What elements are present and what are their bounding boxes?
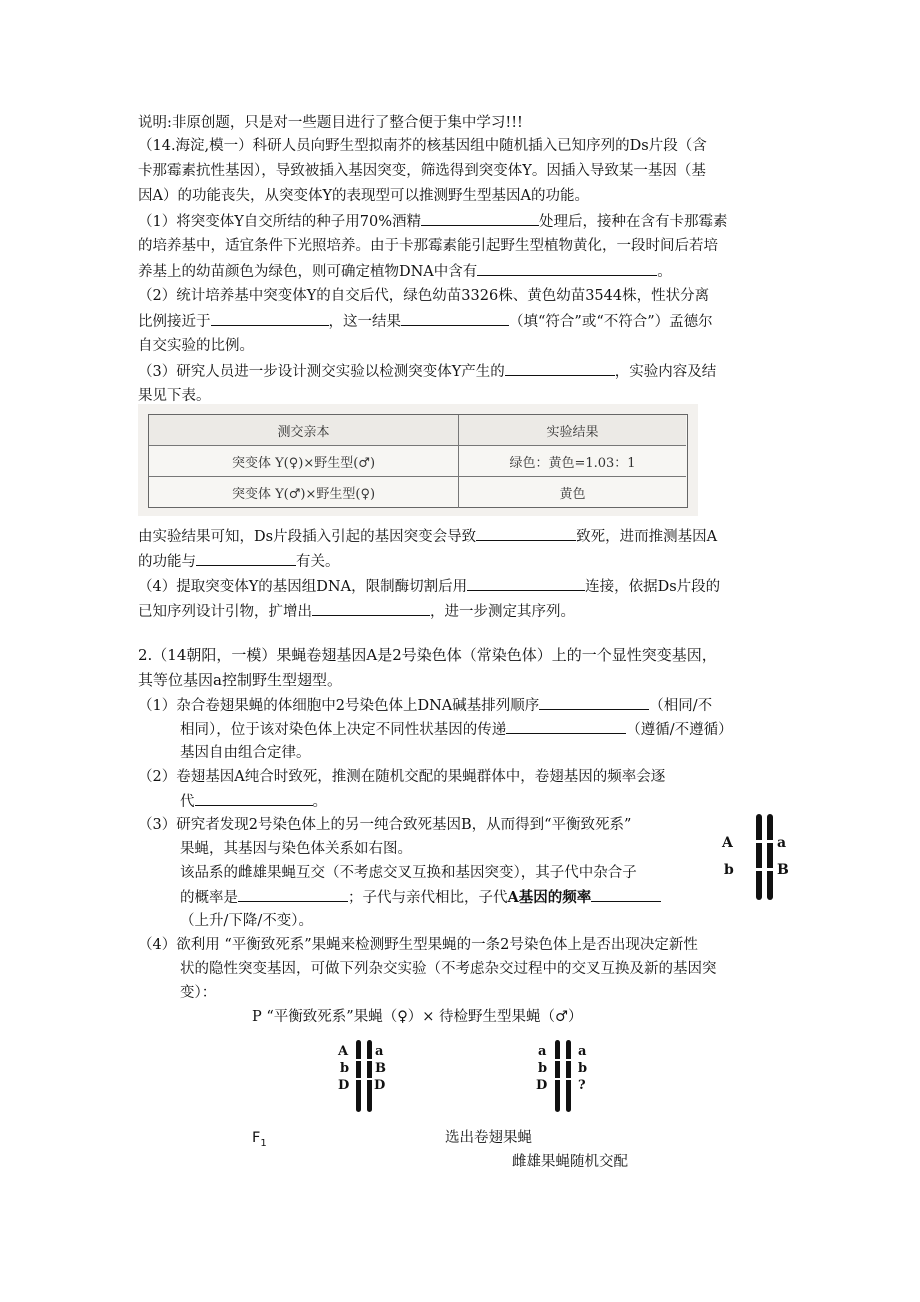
row2-parents: 突变体 Y(♂)×野生型(♀) [149, 477, 459, 508]
answer-blank[interactable] [196, 551, 296, 566]
q2-part1-line1 [138, 695, 712, 716]
text: （3）研究人员进一步设计测交实验以检测突变体Y产生的 [138, 364, 505, 380]
text: 。 [312, 794, 327, 810]
gene-label: D [536, 1078, 548, 1093]
chromosome-pair-icon [755, 814, 775, 900]
answer-blank[interactable] [476, 526, 576, 541]
band [355, 1059, 375, 1061]
chromosome-bar [756, 814, 762, 900]
q1-part2-line1: （2）统计培养基中突变体Y的自交后代，绿色幼苗3326株、黄色幼苗3544株，性状分离 [138, 288, 710, 304]
gene-label: D [374, 1078, 386, 1093]
text: 。 [657, 264, 672, 280]
answer-blank[interactable] [506, 719, 626, 734]
answer-blank[interactable] [467, 576, 585, 591]
text: 连接，依据Ds片段的 [585, 579, 721, 595]
q1-part4-line2 [138, 601, 575, 622]
band [755, 840, 775, 843]
answer-blank[interactable] [211, 311, 329, 326]
text: 相同），位于该对染色体上决定不同性状基因的传递 [180, 722, 507, 738]
q2-line1: 2.（14朝阳，一模）果蝇卷翅基因A是2号染色体（常染色体）上的一个显性突变基因， [138, 646, 717, 664]
q1-line3: 因A）的功能丧失，从突变体Y的表现型可以推测野生型基因A的功能。 [138, 188, 590, 204]
text: 比例接近于 [138, 314, 211, 330]
answer-blank[interactable] [195, 791, 313, 806]
chromosome-bar [767, 814, 773, 900]
chromosome-bar [566, 1040, 571, 1112]
text: ，进一步测定其序列。 [430, 604, 575, 620]
gene-label: ? [578, 1078, 586, 1093]
q1-part2-line3: 自交实验的比例。 [138, 338, 254, 354]
cross-line: P “平衡致死系”果蝇（♀）× 待检野生型果蝇（♂） [252, 1009, 583, 1025]
chromosome-bar [356, 1040, 361, 1112]
text: （相同/不 [649, 698, 713, 714]
q1-part3-line4 [138, 551, 340, 572]
gene-label: a [375, 1044, 384, 1059]
intro-note: 说明:非原创题，只是对一些题目进行了整合便于集中学习!!! [138, 115, 523, 131]
q1-part3-line2: 果见下表。 [138, 388, 211, 404]
row2-result: 黄色 [559, 487, 586, 502]
text: （1）杂合卷翅果蝇的体细胞中2号染色体上DNA碱基排列顺序 [138, 698, 540, 714]
chromosome-bar [367, 1040, 372, 1112]
f1-label [252, 1128, 267, 1154]
text: 的概率是 [180, 890, 238, 906]
answer-blank[interactable] [591, 887, 661, 902]
gene-label: B [375, 1061, 386, 1076]
text: 养基上的幼苗颜色为绿色，则可确定植物DNA中含有 [138, 264, 478, 280]
chromosome-bar [555, 1040, 560, 1112]
answer-blank[interactable] [539, 695, 649, 710]
text: （1）将突变体Y自交所结的种子用70%酒精 [138, 214, 422, 230]
select-label: 选出卷翅果蝇 [445, 1130, 532, 1146]
text: 由实验结果可知，Ds片段插入引起的基因突变会导致 [138, 529, 477, 545]
q2-part2-line2 [180, 791, 327, 812]
text: 代 [180, 794, 195, 810]
q2-line2: 其等位基因a控制野生型翅型。 [138, 671, 342, 689]
subscript: 1 [260, 1137, 267, 1149]
gene-label: a [538, 1044, 547, 1059]
answer-blank[interactable] [401, 311, 509, 326]
q2-part4-line3: 变）： [180, 985, 217, 1001]
text: ，实验内容及结 [614, 364, 717, 380]
q2-part3-line1: （3）研究者发现2号染色体上的另一纯合致死基因B，从而得到“平衡致死系” [138, 817, 632, 833]
text: （遵循/不遵循） [626, 722, 733, 738]
chromosome-pair-icon [554, 1040, 574, 1112]
answer-blank[interactable] [312, 601, 430, 616]
q1-part2-line2 [138, 311, 713, 332]
q1-line2: 卡那霉素抗性基因），导致被插入基因突变，筛选得到突变体Y。因插入导致某一基因（基 [138, 163, 706, 179]
q2-part3-line3: 该品系的雌雄果蝇互交（不考虑交叉互换和基因突变），其子代中杂合子 [180, 865, 637, 881]
header-parents: 测交亲本 [149, 415, 459, 445]
q1-line1: （14.海淀,模一）科研人员向野生型拟南芥的核基因组中随机插入已知序列的Ds片段（含 [138, 138, 707, 154]
band [755, 868, 775, 871]
q1-part3-line3 [138, 526, 717, 547]
q2-part1-line3: 基因自由组合定律。 [180, 745, 311, 761]
q2-part1-line2 [180, 719, 733, 740]
band [554, 1078, 574, 1080]
text: 的功能与 [138, 554, 196, 570]
gene-label: b [724, 862, 734, 878]
gene-label: A [722, 835, 733, 851]
table-header-row [149, 415, 686, 446]
chromosome-pair-icon [355, 1040, 375, 1112]
text: ；子代与亲代相比，子代 [348, 890, 508, 906]
header-result: 实验结果 [546, 424, 599, 440]
text: 致死，进而推测基因A [576, 529, 718, 545]
gene-label: B [777, 862, 789, 878]
q2-part4-line1: （4）欲利用 “平衡致死系”果蝇来检测野生型果蝇的一条2号染色体上是否出现决定新性 [138, 937, 698, 953]
band [554, 1059, 574, 1061]
text: （填“符合”或“不符合”）孟德尔 [509, 314, 713, 330]
answer-blank[interactable] [421, 211, 539, 226]
text: F [252, 1130, 261, 1146]
text: 处理后，接种在含有卡那霉素 [539, 214, 728, 230]
table-row [149, 446, 686, 477]
q2-part4-line2: 状的隐性突变基因，可做下列杂交实验（不考虑杂交过程中的交叉互换及新的基因突 [180, 961, 717, 977]
gene-label: a [578, 1044, 587, 1059]
row1-result: 绿色：黄色=1.03：1 [509, 455, 636, 471]
q1-part4-line1 [138, 576, 720, 597]
q2-part3-line5: （上升/下降/不变）。 [180, 913, 314, 929]
band [355, 1078, 375, 1080]
row1-parents: 突变体 Y(♀)×野生型(♂) [149, 446, 459, 476]
gene-label: D [338, 1078, 350, 1093]
gene-label: a [777, 835, 787, 851]
mate-label: 雌雄果蝇随机交配 [512, 1154, 628, 1170]
answer-blank[interactable] [505, 361, 615, 376]
q2-part2-line1: （2）卷翅基因A纯合时致死，推测在随机交配的果蝇群体中，卷翅基因的频率会逐 [138, 769, 666, 785]
text: ，这一结果 [328, 314, 401, 330]
q1-part1-line2: 的培养基中，适宜条件下光照培养。由于卡那霉素能引起野生型植物黄化，一段时间后若培 [138, 238, 718, 254]
table-frame [148, 414, 688, 508]
q1-part1-line1 [138, 211, 728, 232]
q1-part3-line1 [138, 361, 716, 382]
gene-label: b [538, 1061, 548, 1076]
table-row [149, 477, 686, 508]
gene-label: A [338, 1044, 349, 1059]
gene-frequency-label: A基因的频率 [507, 889, 592, 906]
text: （4）提取突变体Y的基因组DNA，限制酶切割后用 [138, 579, 468, 595]
q2-part3-line4 [180, 887, 661, 908]
answer-blank[interactable] [477, 261, 657, 276]
gene-label: b [340, 1061, 350, 1076]
q2-part3-line2: 果蝇，其基因与染色体关系如右图。 [180, 841, 412, 857]
text: 有关。 [296, 554, 340, 570]
gene-label: b [578, 1061, 588, 1076]
text: 已知序列设计引物，扩增出 [138, 604, 312, 620]
q1-part1-line3 [138, 261, 672, 282]
testcross-table [138, 404, 698, 516]
answer-blank[interactable] [238, 887, 348, 902]
